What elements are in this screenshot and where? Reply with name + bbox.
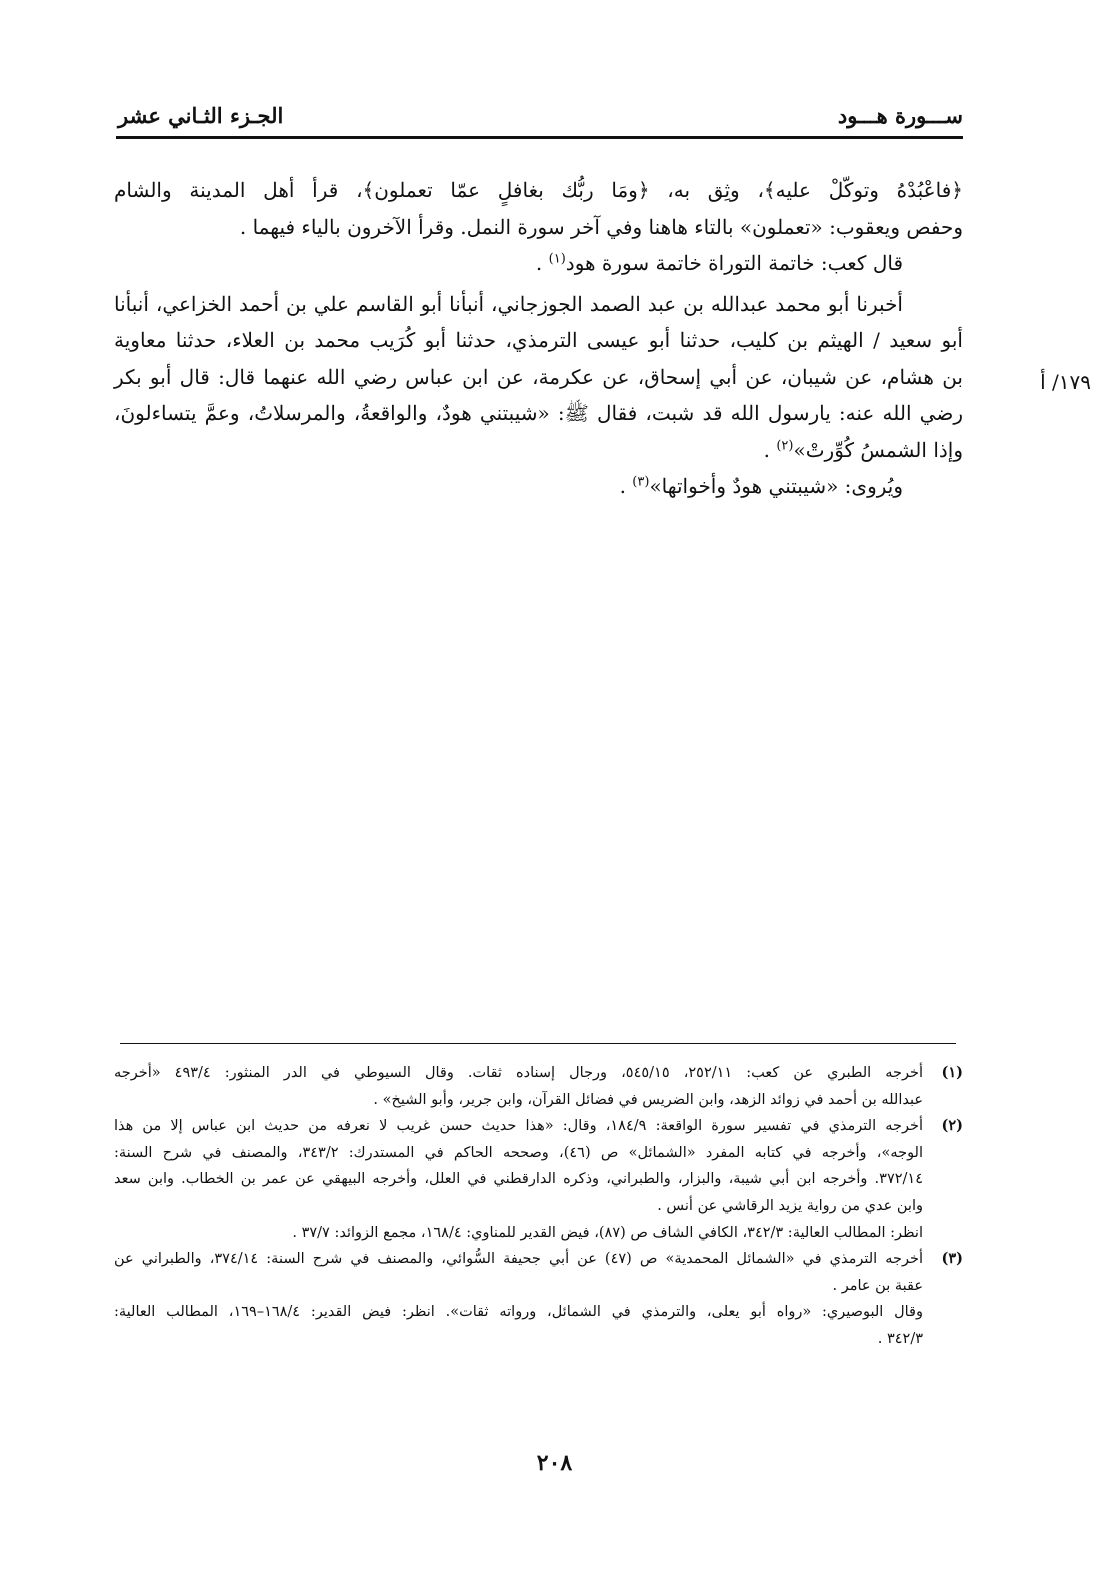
footnote-line: وابن عدي من رواية يزيد الرقاشي عن أنس . — [657, 1197, 923, 1214]
page-number: ٢٠٨ — [536, 1450, 573, 1476]
footnote-3-continuation — [114, 1299, 963, 1352]
paragraph-3 — [114, 286, 963, 469]
surah-title: ســـورة هـــود — [837, 103, 963, 128]
paragraph-2 — [114, 245, 963, 282]
text-line: وحفص ويعقوب: «تعملون» بالتاء هاهنا وفي آخر سورة النمل. وقرأ الآخرون بالياء فيهما . — [239, 214, 963, 239]
footnote-ref-2: (٢) — [776, 437, 794, 453]
footnote-1 — [114, 1060, 963, 1113]
text-line: أخبرنا أبو محمد عبدالله بن عبد الصمد الجوزجاني، أنبأنا أبو القاسم علي بن أحمد الخزاعي، أنبأنا — [114, 291, 903, 316]
footnote-2-continuation: انظر: المطالب العالية: ٣٤٢/٣، الكافي الشاف ص (٨٧)، فيض القدير للمناوي: ١٦٨/٤، مجمع الزوائد: ٣٧/٧ . — [292, 1224, 923, 1241]
text-line: أبو سعيد / الهيثم بن كليب، حدثنا أبو عيسى الترمذي، حدثنا أبو كُرَيب محمد بن العلاء، حدثنا معاوية — [114, 328, 963, 352]
footnote-line: أخرجه الترمذي في «الشمائل المحمدية» ص (٤٧) عن أبي جحيفة السُّوائي، والمصنف في شرح السنة: ٣٧٤/١٤، والطبراني عن — [114, 1251, 923, 1268]
footnote-line: عبدالله بن أحمد في زوائد الزهد، وابن الضريس في فضائل القرآن، وابن جرير، وأبو الشيخ» . — [373, 1091, 923, 1108]
footnote-line: ٣٤٢/٣ . — [877, 1330, 923, 1347]
footnote-text — [114, 1246, 923, 1299]
footnote-2 — [114, 1113, 963, 1219]
footnote-line: ٣٧٢/١٤. وأخرجه ابن أبي شيبة، والبزار، والطبراني، وذكره الدارقطني في العلل، وأخرجه البيهقي عن عمر بن الخطاب. وابن سعد — [114, 1171, 923, 1188]
paragraph-4 — [114, 468, 963, 505]
footnote-rule — [120, 1043, 956, 1044]
footnote-line: وقال البوصيري: «رواه أبو يعلى، والترمذي في الشمائل، ورواته ثقات». انظر: فيض القدير: ١٦٨/٤–١٦٩، المطالب العالية: — [114, 1304, 923, 1321]
footnote-3 — [114, 1246, 963, 1299]
paragraph-1 — [114, 172, 963, 245]
sentence-end: . — [535, 251, 549, 275]
sentence-end: . — [619, 474, 633, 498]
part-title: الجـزء الثـاني عشر — [118, 103, 284, 128]
footnotes — [114, 1060, 963, 1353]
footnote-line: أخرجه الطبري عن كعب: ٢٥٢/١١، ٥٤٥/١٥، ورجال إسناده ثقات. وقال السيوطي في الدر المنثور: ٤٩٣/٤ «أخرجه — [114, 1065, 923, 1081]
running-header — [118, 78, 963, 128]
text-line: رضي الله عنه: يارسول الله قد شبت، فقال ﷺ: «شيبتني هودٌ، والواقعةُ، والمرسلاتُ، وعمَّ يتساءلونَ، — [114, 401, 963, 425]
footnote-ref-3: (٣) — [632, 474, 650, 490]
footnote-number: (١) — [941, 1064, 963, 1081]
footnote-line: أخرجه الترمذي في تفسير سورة الواقعة: ١٨٤/٩، وقال: «هذا حديث حسن غريب لا نعرفه من حديث ابن عباس إلا من هذا — [114, 1118, 923, 1135]
text-line: ويُروى: «شيبتني هودٌ وأخواتها» — [649, 474, 903, 498]
manuscript-folio-note: ١٧٩/ أ — [1040, 370, 1091, 394]
text-line: بن هشام، عن شيبان، عن أبي إسحاق، عن عكرمة، عن ابن عباس رضي الله عنهما قال: قال أبو بكر — [114, 364, 963, 389]
footnote-ref-1: (١) — [548, 251, 566, 267]
header-rule — [116, 136, 963, 139]
footnote-number: (٢) — [941, 1117, 963, 1135]
footnote-text — [114, 1113, 923, 1219]
footnote-number: (٣) — [941, 1250, 963, 1268]
text-fragment: وإذا الشمسُ كُوِّرتْ» — [793, 437, 963, 462]
text-line: ﴿فاعْبُدْهُ وتوكّلْ عليه﴾، وثِق به، ﴿ومَا ربُّك بغافلٍ عمّا تعملون﴾، قرأ أهل المدينة والشام — [114, 178, 963, 202]
text-line: قال كعب: خاتمة التوراة خاتمة سورة هود — [565, 251, 903, 275]
sentence-end: . — [763, 437, 777, 462]
footnote-line: عقبة بن عامر . — [832, 1277, 923, 1294]
footnote-text — [114, 1060, 923, 1113]
main-text — [114, 172, 963, 505]
footnote-line: الوجه»، وأخرجه في كتابه المفرد «الشمائل» ص (٤٦)، وصححه الحاكم في المستدرك: ٣٤٣/٢، والمصنف في شرح السنة: — [114, 1144, 923, 1161]
text-line — [114, 432, 963, 469]
